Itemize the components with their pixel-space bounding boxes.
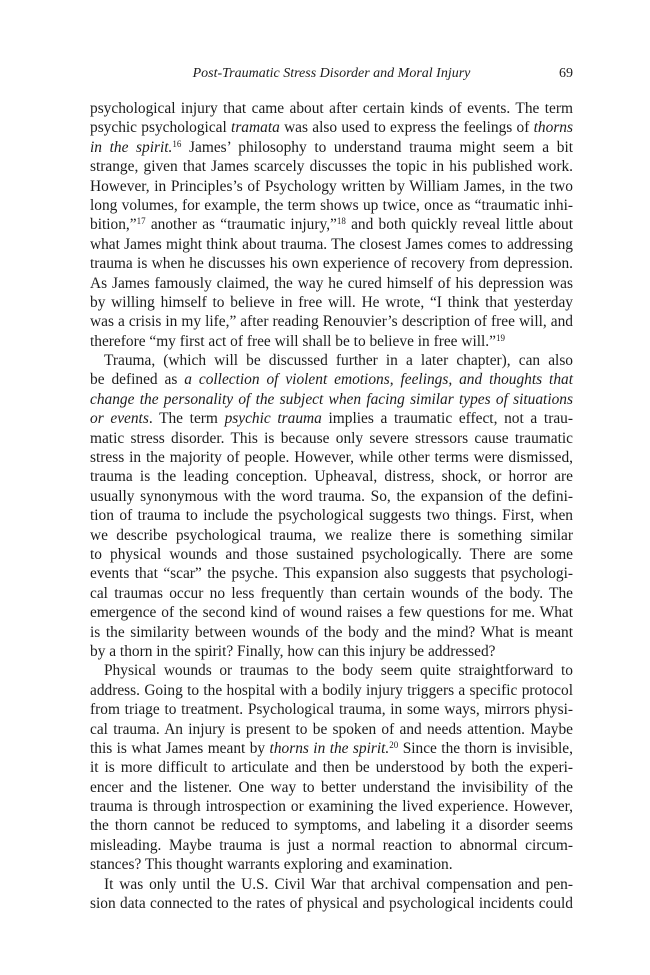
running-header bbox=[90, 66, 573, 86]
text-line: sion data connected to the rates of physical and psychological incidents could bbox=[90, 895, 573, 913]
text-line: trauma is through introspection or examining the lived experience. However, bbox=[90, 798, 573, 816]
text-line: from triage to treatment. Psychological trauma, in some ways, mirrors physi- bbox=[90, 701, 573, 719]
text-line: address. Going to the hospital with a bodily injury triggers a specific protocol bbox=[90, 681, 573, 699]
text-line bbox=[90, 370, 573, 389]
paragraph-4 bbox=[90, 875, 573, 914]
text-run: therefore “my first act of free will shall be to believe in free will.” bbox=[90, 332, 496, 350]
text-line: long volumes, for example, the term shows up twice, once as “traumatic inhi- bbox=[90, 196, 573, 214]
text-line: cal trauma. An injury is present to be spoken of and needs attention. Maybe bbox=[90, 720, 573, 738]
footnote-ref: 16 bbox=[172, 138, 182, 149]
italic-definition: or events bbox=[90, 410, 149, 428]
text-line: usually synonymous with the word trauma. So, the expansion of the defini- bbox=[90, 487, 573, 505]
text-line: by willing himself to believe in free will. He wrote, “I think that yesterday bbox=[90, 293, 573, 311]
italic-term: thorns in the spirit. bbox=[269, 739, 390, 757]
paragraph-3 bbox=[90, 661, 573, 874]
italic-term: thorns bbox=[533, 119, 573, 137]
footnote-ref: 17 bbox=[136, 216, 146, 227]
text-run: James’ philosophy to understand trauma might seem a bit bbox=[181, 138, 573, 156]
text-run: be defined as bbox=[90, 371, 185, 389]
text-line: trauma is the leading conception. Upheaval, distress, shock, or horror are bbox=[90, 468, 573, 486]
text-line: cal traumas occur no less frequently than certain wounds of the body. The bbox=[90, 584, 573, 602]
paragraph-2 bbox=[90, 351, 573, 661]
text-line: to physical wounds and those sustained psychologically. There are some bbox=[90, 545, 573, 563]
text-line: is the similarity between wounds of the body and the mind? What is meant bbox=[90, 623, 573, 641]
italic-term: psychic trauma bbox=[224, 410, 322, 428]
text-run: . The term bbox=[148, 410, 225, 428]
text-line: stress in the majority of people. However, while other terms were dismissed, bbox=[90, 449, 573, 467]
italic-term: tramata bbox=[231, 119, 280, 137]
text-line: misleading. Maybe trauma is just a normal reaction to abnormal circum- bbox=[90, 836, 573, 854]
text-line: Physical wounds or traumas to the body seem quite straightforward to bbox=[104, 662, 573, 680]
text-line: encer and the listener. One way to better understand the invisibility of the bbox=[90, 778, 573, 796]
text-line bbox=[90, 215, 573, 234]
text-line: However, in Principles’s of Psychology written by William James, in the two bbox=[90, 177, 573, 195]
text-line bbox=[90, 138, 573, 157]
text-line: what James might think about trauma. The closest James comes to addressing bbox=[90, 235, 573, 253]
text-line: by a thorn in the spirit? Finally, how can this injury be addressed? bbox=[90, 642, 496, 660]
text-line: matic stress disorder. This is because only severe stressors cause traumatic bbox=[90, 429, 573, 447]
page-number: 69 bbox=[559, 66, 573, 81]
text-line bbox=[90, 409, 573, 428]
text-line: stances? This thought warrants exploring and examination. bbox=[90, 856, 453, 874]
text-run: bition,” bbox=[90, 216, 137, 234]
text-run: psychic psychological bbox=[90, 119, 232, 137]
text-line: As James famously claimed, the way he cured himself of his depression was bbox=[90, 274, 573, 292]
text-line bbox=[90, 739, 573, 758]
footnote-ref: 20 bbox=[389, 739, 399, 750]
text-line: was a crisis in my life,” after reading Renouvier’s description of free will, and bbox=[90, 313, 573, 331]
text-line bbox=[90, 332, 573, 351]
text-line: events that “scar” the psyche. This expansion also suggests that psychologi- bbox=[90, 565, 573, 583]
text-line: strange, given that James scarcely discusses the topic in his published work. bbox=[90, 158, 573, 176]
text-line: change the personality of the subject when facing similar types of situations bbox=[90, 390, 573, 408]
text-line: psychological injury that came about after certain kinds of events. The term bbox=[90, 100, 573, 117]
text-run: Since the thorn is invisible, bbox=[398, 739, 573, 757]
body-text bbox=[90, 99, 573, 913]
text-line: Trauma, (which will be discussed further in a later chapter), can also bbox=[104, 352, 573, 370]
text-line: It was only until the U.S. Civil War that archival compensation and pen- bbox=[104, 875, 573, 893]
text-line bbox=[90, 118, 573, 137]
text-run: another as “traumatic injury,” bbox=[145, 216, 337, 234]
text-run: implies a traumatic effect, not a trau- bbox=[321, 410, 573, 428]
text-line: trauma is when he discusses his own experience of recovery from depression. bbox=[90, 255, 573, 273]
text-line: it is more difficult to articulate and then be understood by both the experi- bbox=[90, 759, 573, 777]
text-line: the thorn cannot be reduced to symptoms, and labeling it a disorder seems bbox=[90, 817, 573, 835]
footnote-ref: 19 bbox=[495, 332, 505, 343]
paragraph-1 bbox=[90, 99, 573, 351]
text-line: emergence of the second kind of wound raises a few questions for me. What bbox=[90, 604, 573, 622]
text-run: and both quickly reveal little about bbox=[345, 216, 573, 234]
running-header-title: Post-Traumatic Stress Disorder and Moral Injury bbox=[192, 66, 471, 81]
text-run: was also used to express the feelings of bbox=[279, 119, 534, 137]
footnote-ref: 18 bbox=[336, 216, 346, 227]
italic-definition: a collection of violent emotions, feelings, and thoughts that bbox=[184, 371, 573, 389]
text-line: tion of trauma to include the psychological suggests two things. First, when bbox=[90, 507, 573, 525]
text-run: this is what James meant by bbox=[90, 739, 270, 757]
text-line: we describe psychological trauma, we realize there is something similar bbox=[90, 526, 573, 544]
italic-term: in the spirit. bbox=[90, 138, 173, 156]
